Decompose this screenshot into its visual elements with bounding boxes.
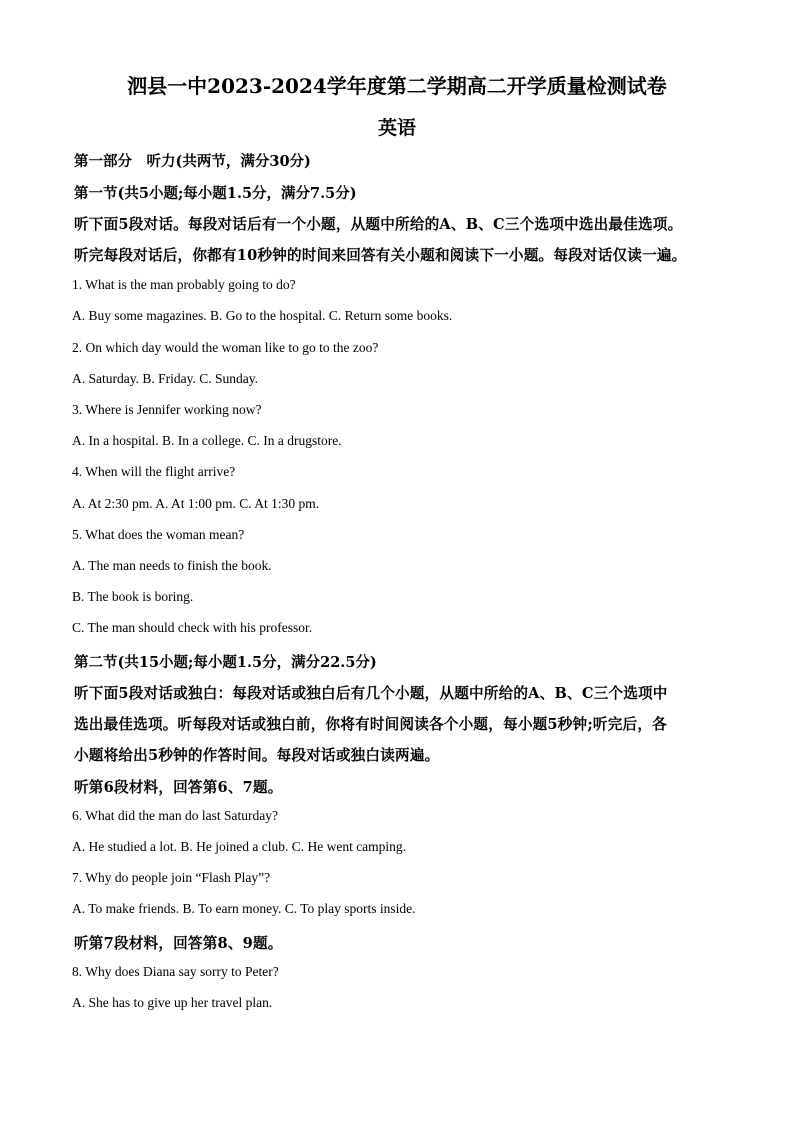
question-8: 8. Why does Diana say sorry to Peter? [72, 964, 279, 979]
question-2: 2. On which day would the woman like to go to the zoo? [72, 340, 379, 355]
question-1-options: A. Buy some magazines. B. Go to the hospital. C. Return some books. [72, 308, 453, 323]
question-5-option-b: B. The book is boring. [72, 589, 194, 604]
question-2-options: A. Saturday. B. Friday. C. Sunday. [72, 371, 258, 386]
section2-heading: 第二节(共15小题;每小题1.5分，满分22.5分) [74, 654, 377, 671]
section1-instruction-line2: 听完每段对话后，你都有10秒钟的时间来回答有关小题和阅读下一小题。每段对话仅读一遍。 [74, 247, 687, 264]
section1-instruction-line1: 听下面5段对话。每段对话后有一个小题，从题中所给的A、B、C三个选项中选出最佳选项。 [74, 216, 683, 233]
question-4-options: A. At 2:30 pm. A. At 1:00 pm. C. At 1:30 pm. [72, 496, 320, 511]
question-3-options: A. In a hospital. B. In a college. C. In a drugstore. [72, 433, 342, 448]
question-5-option-c: C. The man should check with his professor. [72, 620, 313, 635]
material-7-heading: 听第7段材料，回答第8、9题。 [74, 935, 283, 952]
question-3: 3. Where is Jennifer working now? [72, 402, 262, 417]
question-4: 4. When will the flight arrive? [72, 464, 236, 479]
material-6-heading: 听第6段材料，回答第6、7题。 [74, 779, 283, 796]
question-7: 7. Why do people join “Flash Play”? [72, 870, 271, 885]
question-1: 1. What is the man probably going to do? [72, 277, 296, 292]
section2-instruction-line1: 听下面5段对话或独白：每段对话或独白后有几个小题，从题中所给的A、B、C三个选项中 [74, 685, 668, 702]
section2-instruction-line2: 选出最佳选项。听每段对话或独白前，你将有时间阅读各个小题，每小题5秒钟;听完后，各 [74, 716, 667, 733]
question-6-options: A. He studied a lot. B. He joined a club. C. He went camping. [72, 839, 407, 854]
question-5: 5. What does the woman mean? [72, 527, 245, 542]
part1-heading: 第一部分 听力(共两节，满分30分) [74, 153, 311, 170]
exam-title: 泗县一中2023-2024学年度第二学期高二开学质量检测试卷 [127, 74, 667, 98]
question-6: 6. What did the man do last Saturday? [72, 808, 278, 823]
question-5-option-a: A. The man needs to finish the book. [72, 558, 272, 573]
question-8-option-a: A. She has to give up her travel plan. [72, 995, 273, 1010]
subject-title: 英语 [377, 117, 416, 139]
question-7-options: A. To make friends. B. To earn money. C. To play sports inside. [72, 901, 416, 916]
section2-instruction-line3: 小题将给出5秒钟的作答时间。每段对话或独白读两遍。 [74, 747, 440, 764]
section1-heading: 第一节(共5小题;每小题1.5分，满分7.5分) [74, 185, 357, 202]
